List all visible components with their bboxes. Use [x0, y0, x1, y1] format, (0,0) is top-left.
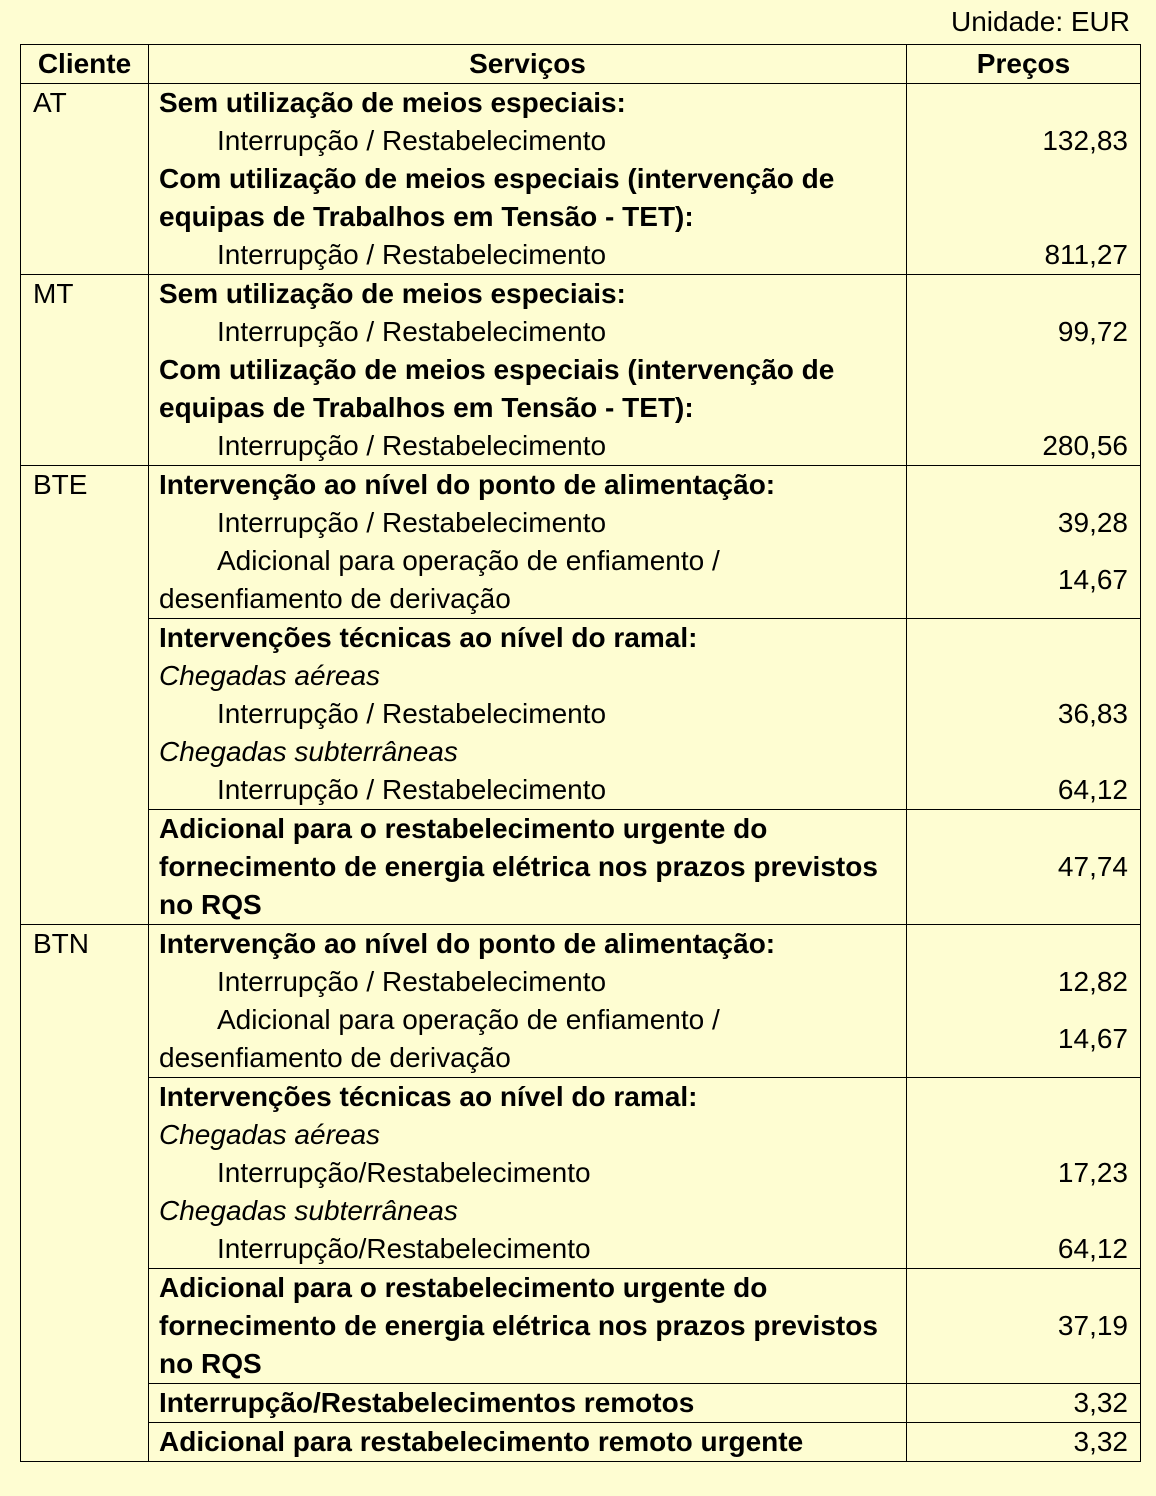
client-at: AT — [21, 84, 149, 275]
price-value: 37,19 — [907, 1269, 1141, 1384]
price-value: 14,67 — [1057, 564, 1128, 595]
table-row — [21, 619, 1141, 810]
services-cell — [149, 84, 907, 275]
table-row — [21, 1423, 1141, 1462]
service-item: Adicional para operação de enfiamento / desenfiamento de derivação — [159, 1004, 720, 1073]
service-heading: Intervenção ao nível do ponto de alimentação: — [159, 928, 776, 959]
price-cell — [907, 84, 1141, 275]
price-value: 132,83 — [1042, 125, 1128, 156]
services-cell — [149, 466, 907, 619]
service-heading: Adicional para o restabelecimento urgente do fornecimento de energia elétrica nos prazos previstos no RQS — [159, 813, 878, 920]
service-item: Interrupção / Restabelecimento — [217, 774, 607, 805]
price-cell — [907, 275, 1141, 466]
service-item: Interrupção / Restabelecimento — [217, 507, 607, 538]
table-row — [21, 1384, 1141, 1423]
services-cell — [149, 1078, 907, 1269]
price-value: 99,72 — [1057, 316, 1128, 347]
service-heading: Intervenções técnicas ao nível do ramal: — [159, 622, 698, 653]
price-value: 39,28 — [1057, 507, 1128, 538]
service-heading: Interrupção/Restabelecimentos remotos — [159, 1387, 695, 1418]
service-heading: Com utilização de meios especiais (intervenção de equipas de Trabalhos em Tensão - TET): — [159, 354, 835, 423]
header-prices: Preços — [907, 45, 1141, 84]
service-heading: Intervenções técnicas ao nível do ramal: — [159, 1081, 698, 1112]
service-subheading: Chegadas subterrâneas — [159, 1195, 458, 1226]
price-value: 280,56 — [1042, 430, 1128, 461]
service-subheading: Chegadas aéreas — [159, 660, 381, 691]
price-value: 811,27 — [1044, 239, 1128, 270]
service-item: Interrupção / Restabelecimento — [217, 698, 607, 729]
service-heading: Intervenção ao nível do ponto de alimentação: — [159, 469, 776, 500]
price-value: 17,23 — [1057, 1157, 1128, 1188]
service-item: Interrupção / Restabelecimento — [217, 125, 607, 156]
services-price-table — [20, 44, 1141, 1462]
price-cell — [907, 466, 1141, 619]
table-row — [21, 466, 1141, 619]
client-bte: BTE — [21, 466, 149, 925]
service-item: Interrupção / Restabelecimento — [217, 430, 607, 461]
service-heading: Sem utilização de meios especiais: — [159, 278, 626, 309]
unit-label: Unidade: EUR — [951, 6, 1130, 37]
table-row — [21, 810, 1141, 925]
price-value: 64,12 — [1057, 1233, 1128, 1264]
service-heading: Adicional para o restabelecimento urgente do fornecimento de energia elétrica nos prazos previstos no RQS — [159, 1272, 878, 1379]
client-btn: BTN — [21, 925, 149, 1462]
services-cell — [149, 1384, 907, 1423]
service-subheading: Chegadas subterrâneas — [159, 736, 458, 767]
service-item: Interrupção / Restabelecimento — [217, 966, 607, 997]
price-value: 14,67 — [1057, 1023, 1128, 1054]
price-value: 3,32 — [907, 1384, 1141, 1423]
service-item: Interrupção/Restabelecimento — [217, 1157, 591, 1188]
services-cell — [149, 1269, 907, 1384]
services-cell — [149, 1423, 907, 1462]
services-cell — [149, 275, 907, 466]
price-value: 64,12 — [1057, 774, 1128, 805]
table-row — [21, 275, 1141, 466]
price-value: 12,82 — [1057, 966, 1128, 997]
service-item: Interrupção/Restabelecimento — [217, 1233, 591, 1264]
table-row — [21, 1078, 1141, 1269]
price-cell — [907, 619, 1141, 810]
price-cell — [907, 1078, 1141, 1269]
service-item: Adicional para operação de enfiamento / desenfiamento de derivação — [159, 545, 720, 614]
service-item: Interrupção / Restabelecimento — [217, 316, 607, 347]
service-heading: Sem utilização de meios especiais: — [159, 87, 626, 118]
client-mt: MT — [21, 275, 149, 466]
price-value: 3,32 — [907, 1423, 1141, 1462]
header-services: Serviços — [149, 45, 907, 84]
price-cell — [907, 925, 1141, 1078]
services-cell — [149, 810, 907, 925]
header-client: Cliente — [21, 45, 149, 84]
service-heading: Com utilização de meios especiais (intervenção de equipas de Trabalhos em Tensão - TET): — [159, 163, 835, 232]
table-row — [21, 84, 1141, 275]
service-subheading: Chegadas aéreas — [159, 1119, 381, 1150]
price-value: 47,74 — [907, 810, 1141, 925]
services-cell — [149, 925, 907, 1078]
service-heading: Adicional para restabelecimento remoto urgente — [159, 1426, 804, 1457]
price-value: 36,83 — [1057, 698, 1128, 729]
service-item: Interrupção / Restabelecimento — [217, 239, 607, 270]
table-row — [21, 925, 1141, 1078]
table-row — [21, 1269, 1141, 1384]
header-row — [21, 45, 1141, 84]
services-cell — [149, 619, 907, 810]
